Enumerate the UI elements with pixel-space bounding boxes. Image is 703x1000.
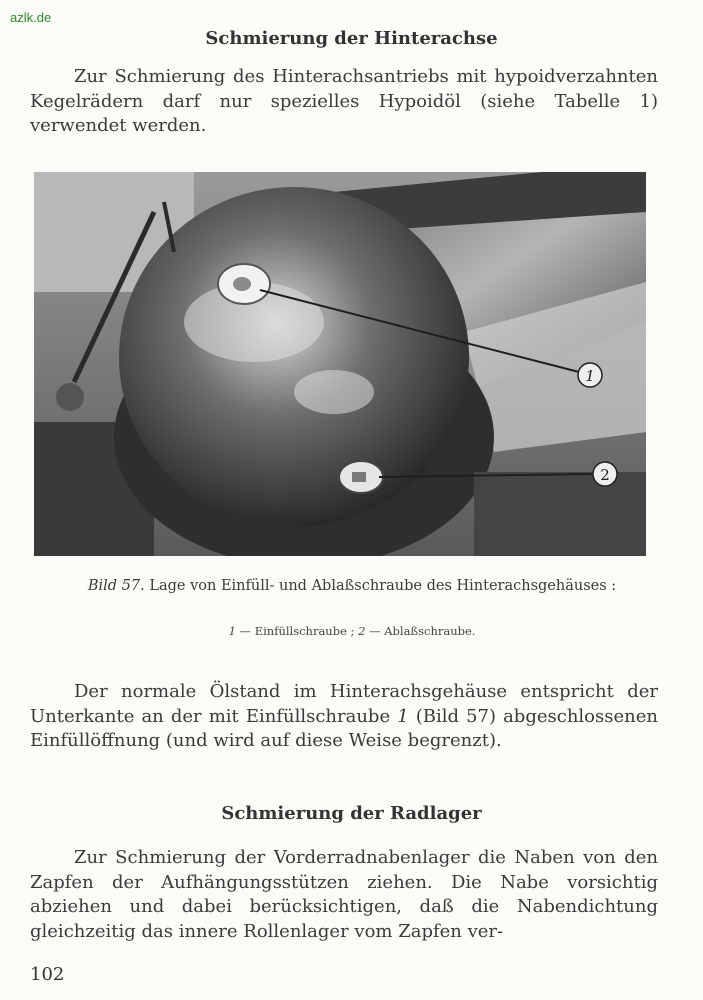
paragraph-rear-axle-text: Zur Schmierung des Hinterachsantriebs mit hypoidverzahnten Kegelrädern darf nur spezielles Hypoidöl (siehe Tabelle 1) verwendet werden. (30, 66, 658, 136)
rear-axle-photo (34, 172, 646, 556)
paragraph-wheel-bearings (30, 846, 658, 944)
site-watermark: azlk.de (10, 10, 52, 25)
legend-1-text: — Einfüllschraube ; (239, 624, 355, 638)
figure-caption-text: Lage von Einfüll- und Ablaßschraube des Hinterachsgehäuses : (149, 578, 617, 594)
section-title-wheel-bearings: Schmierung der Radlager (221, 803, 482, 824)
figure-legend (40, 624, 664, 638)
paragraph-oil-level (30, 680, 658, 754)
legend-2-text: — Ablaßschraube. (369, 624, 476, 638)
paragraph-rear-axle (30, 65, 658, 139)
page-number: 102 (30, 964, 65, 985)
figure-caption (40, 576, 664, 596)
legend-2-num: 2 (358, 624, 366, 638)
paragraph-oil-level-before: Der normale Ölstand im Hinterachsgehäuse entspricht der Unterkante an der mit Einfüllschraube (30, 681, 658, 727)
callout-1: 1 (585, 367, 595, 385)
paragraph-oil-level-ref: 1 (397, 705, 409, 727)
legend-1-num: 1 (228, 624, 236, 638)
section-title-rear-axle: Schmierung der Hinterachse (205, 28, 498, 49)
paragraph-wheel-bearings-text: Zur Schmierung der Vorderradnabenlager die Naben von den Zapfen der Aufhängungsstützen ziehen. Die Nabe vorsichtig abziehen und dabei berücksichtigen, daß die Nabendichtung gleichzeitig das innere Rollenlager vom Zapfen ver- (30, 847, 658, 942)
figure-caption-label: Bild 57. (87, 578, 145, 594)
callout-2: 2 (600, 466, 610, 484)
paragraph-oil-level-after: (Bild 57) abgeschlossenen Einfüllöffnung (und wird auf diese Weise begrenzt). (30, 705, 658, 751)
